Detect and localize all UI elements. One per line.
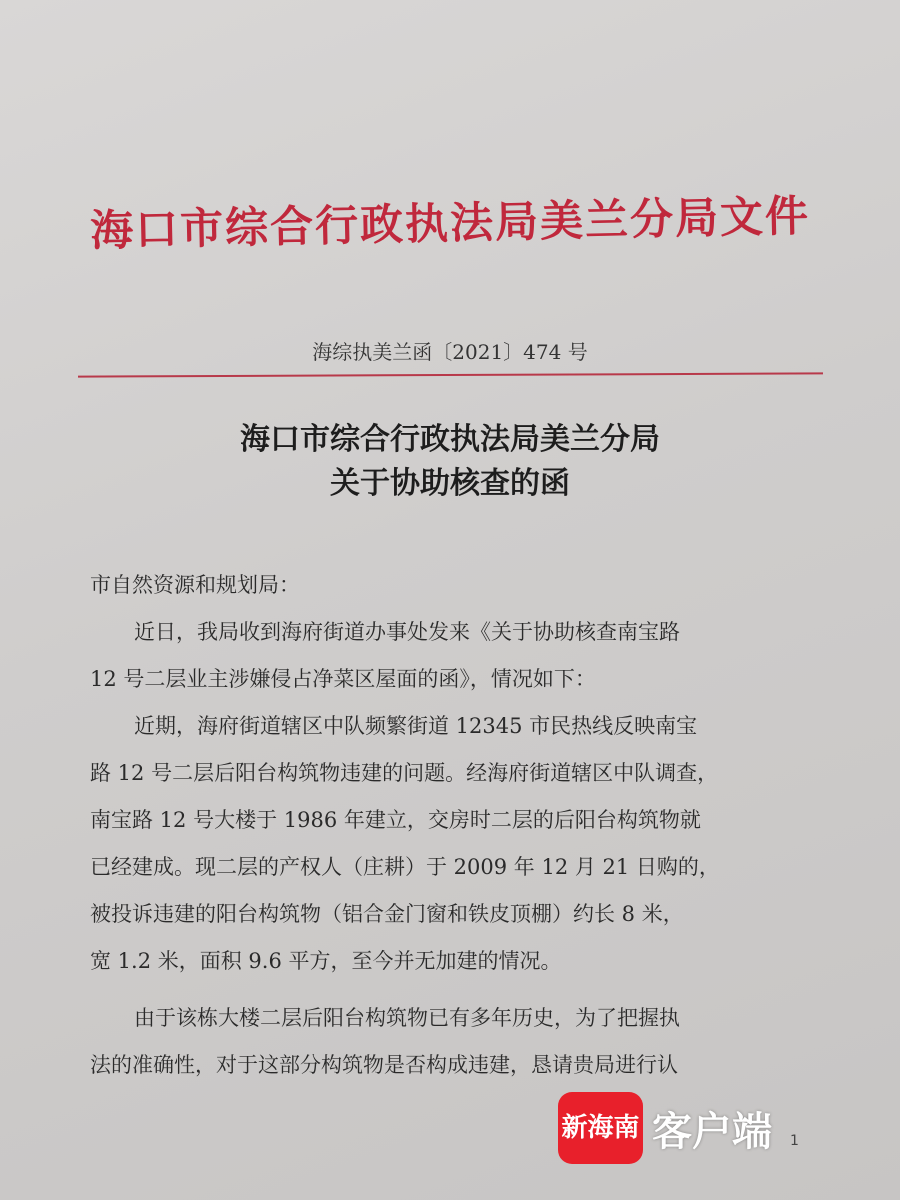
agency-header-title: 海口市综合行政执法局美兰分局文件 [89,191,811,257]
letter-title [120,418,780,506]
body-line: 近日，我局收到海府街道办事处发来《关于协助核查南宝路 [134,620,680,644]
body-line: 南宝路 12 号大楼于 1986 年建立，交房时二层的后阳台构筑物就 [90,808,701,832]
letter-title-line-1: 海口市综合行政执法局美兰分局 [240,422,660,457]
body-line: 由于该栋大楼二层后阳台构筑物已有多年历史，为了把握执 [134,1006,680,1030]
body-line: 法的准确性，对于这部分构筑物是否构成违建，恳请贵局进行认 [90,1053,678,1077]
body-line: 近期，海府街道辖区中队频繁街道 12345 市民热线反映南宝 [134,714,698,738]
page-number: 1 [790,1133,799,1149]
document-number: 海综执美兰函〔2021〕474 号 [312,340,588,364]
body-line: 已经建成。现二层的产权人（庄耕）于 2009 年 12 月 21 日购的， [90,855,720,879]
letter-title-line-2: 关于协助核查的函 [330,466,570,501]
letter-body [90,562,805,1089]
news-app-logo: 新海南 [558,1092,643,1164]
body-line: 被投诉违建的阳台构筑物（铝合金门窗和铁皮顶棚）约长 8 米， [90,902,684,926]
body-line: 宽 1.2 米，面积 9.6 平方，至今并无加建的情况。 [90,949,562,973]
body-line: 路 12 号二层后阳台构筑物违建的问题。经海府街道辖区中队调查， [90,761,719,785]
header-divider [78,372,823,377]
salutation: 市自然资源和规划局： [90,573,300,597]
body-line: 12 号二层业主涉嫌侵占净菜区屋面的函》，情况如下： [90,667,596,691]
client-watermark-label: 客户端 [652,1109,772,1155]
